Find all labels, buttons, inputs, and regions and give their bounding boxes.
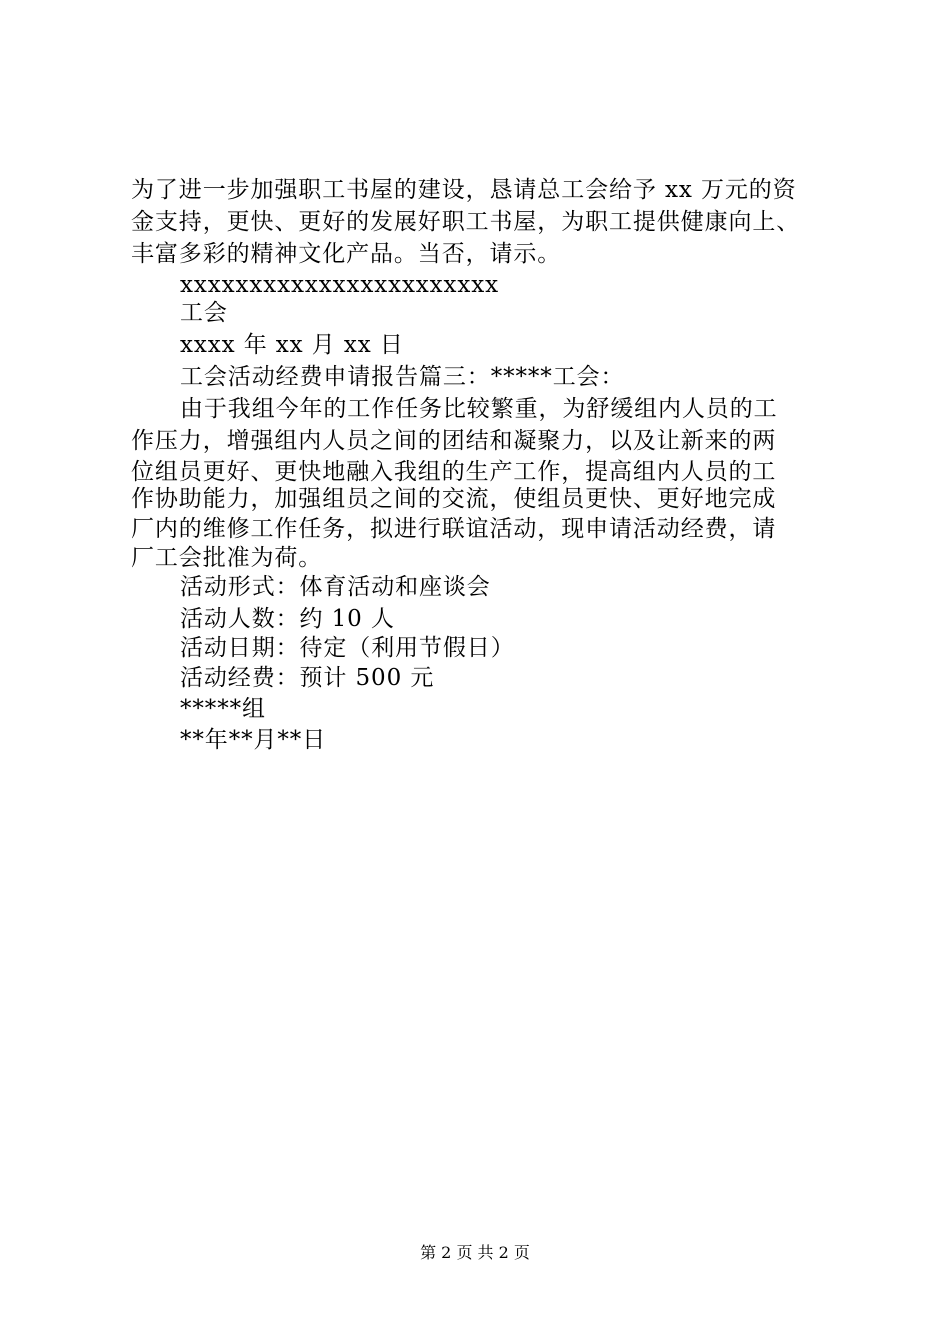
paragraph-line: 厂内的维修工作任务，拟进行联谊活动，现申请活动经费，请	[131, 516, 777, 542]
signature-date: xxxx 年 xx 月 xx 日	[180, 332, 404, 358]
signature-group: *****组	[180, 696, 266, 722]
paragraph-line: 厂工会批准为荷。	[131, 545, 323, 571]
detail-date: 活动日期：待定（利用节假日）	[180, 635, 515, 661]
paragraph-line: 作协助能力，加强组员之间的交流，使组员更快、更好地完成	[131, 486, 777, 512]
page-number-footer: 第 2 页 共 2 页	[420, 1243, 530, 1262]
paragraph-line: 为了进一步加强职工书屋的建设，恳请总工会给予 xx 万元的资	[131, 177, 797, 203]
paragraph-line: 由于我组今年的工作任务比较繁重，为舒缓组内人员的工	[180, 396, 778, 422]
paragraph-line: 丰富多彩的精神文化产品。当否，请示。	[131, 241, 562, 267]
paragraph-line: 金支持，更快、更好的发展好职工书屋，为职工提供健康向上、	[131, 209, 801, 235]
paragraph-line: 位组员更好、更快地融入我组的生产工作，提高组内人员的工	[131, 459, 777, 485]
detail-count: 活动人数：约 10 人	[180, 606, 395, 632]
detail-budget: 活动经费：预计 500 元	[180, 665, 435, 691]
signature-name: xxxxxxxxxxxxxxxxxxxxxxx	[180, 272, 500, 298]
signature-date-2: **年**月**日	[180, 727, 327, 753]
paragraph-line: 作压力，增强组内人员之间的团结和凝聚力，以及让新来的两	[131, 428, 777, 454]
section-heading: 工会活动经费申请报告篇三：*****工会：	[180, 364, 625, 390]
detail-form: 活动形式：体育活动和座谈会	[180, 574, 491, 600]
signature-org: 工会	[180, 300, 228, 326]
